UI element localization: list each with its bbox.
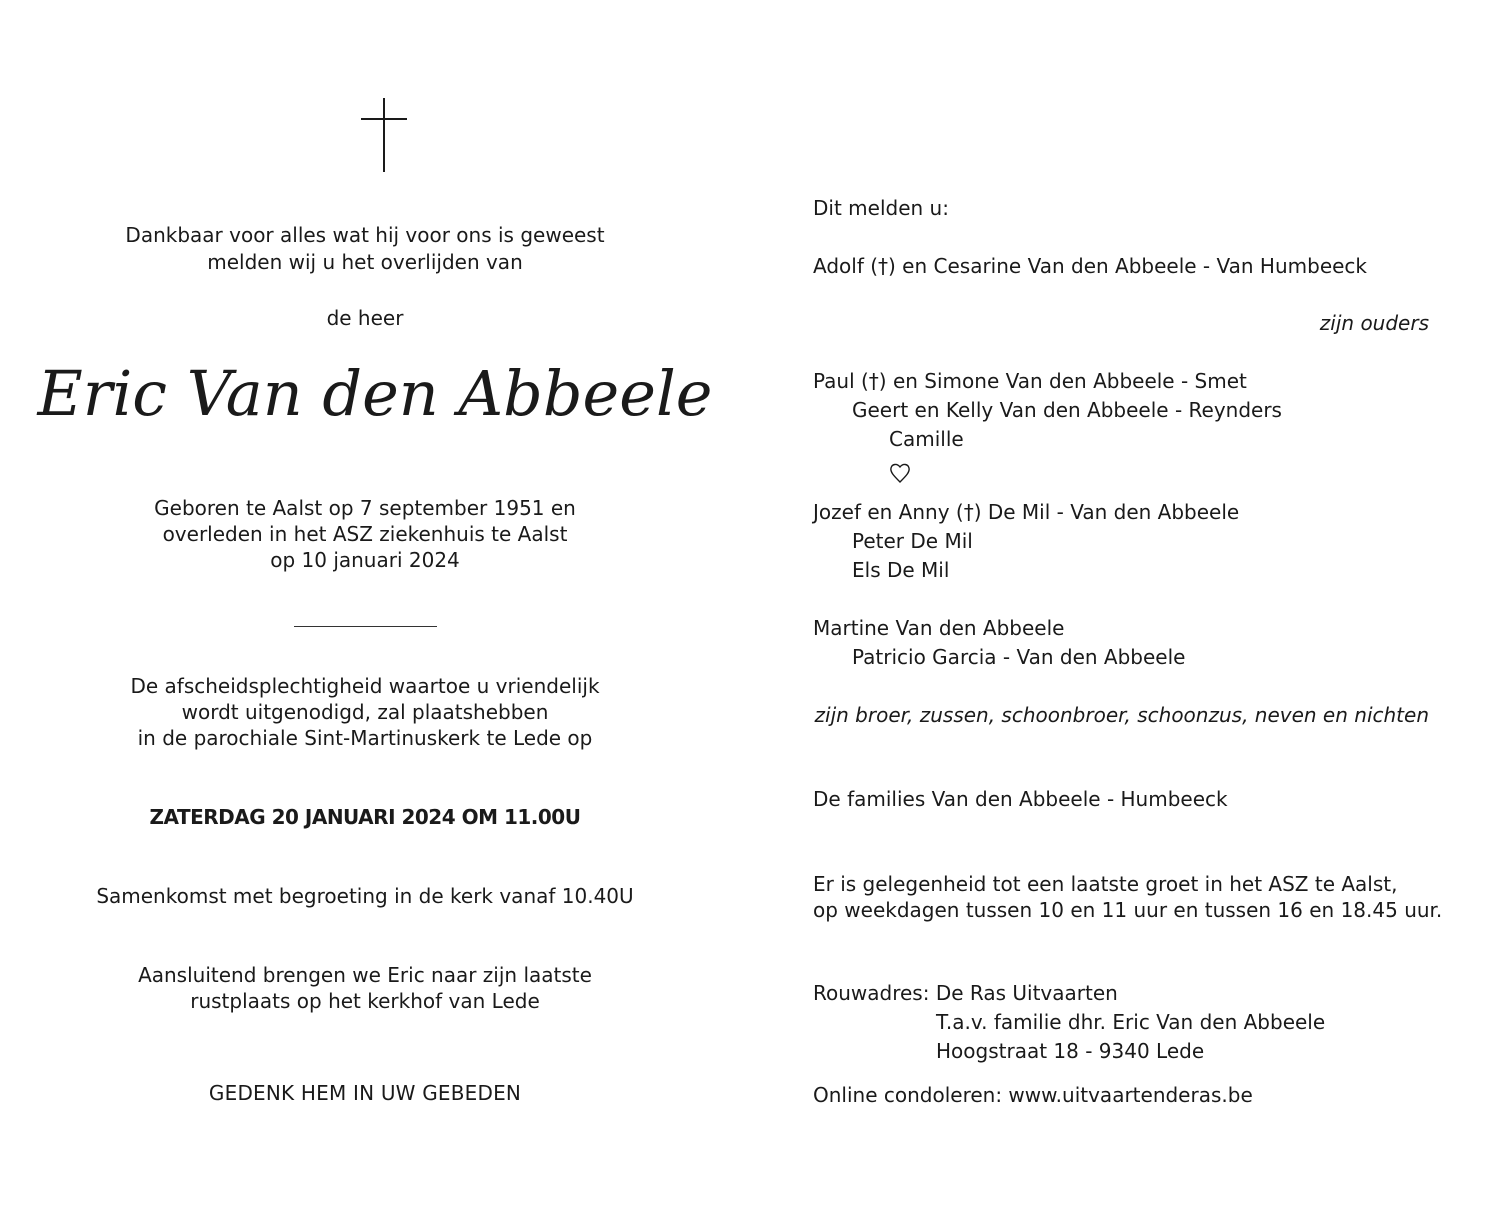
family1-child: Geert en Kelly Van den Abbeele - Reynders [852,398,1282,422]
family1-head: Paul (†) en Simone Van den Abbeele - Smet [813,369,1247,393]
address-line-3: Hoogstraat 18 - 9340 Lede [936,1039,1205,1063]
families-line: De families Van den Abbeele - Humbeeck [813,787,1228,811]
announce-heading: Dit melden u: [813,196,949,220]
intro-line-2: melden wij u het overlijden van [207,250,523,274]
address-label: Rouwadres: De Ras Uitvaarten [813,981,1118,1005]
cross-icon [358,98,410,174]
deceased-name-signature [37,340,713,450]
visit-line-2: op weekdagen tussen 10 en 11 uur en tussen 16 en 18.45 uur. [813,898,1443,922]
siblings-label: zijn broer, zussen, schoonbroer, schoonzus, neven en nichten [814,703,1429,727]
closing-text: GEDENK HEM IN UW GEBEDEN [208,1081,522,1105]
honorific: de heer [326,306,404,330]
birth-line-1: Geboren te Aalst op 7 september 1951 en [154,496,576,520]
birth-line-3: op 10 januari 2024 [270,548,460,572]
svg-text:Eric Van den Abbeele: Eric Van den Abbeele [37,357,713,430]
family2-child-1: Peter De Mil [852,529,973,553]
online-condolence: Online condoleren: www.uitvaartenderas.be [813,1083,1253,1107]
family2-child-2: Els De Mil [852,558,950,582]
ceremony-line-1: De afscheidsplechtigheid waartoe u vriendelijk [130,674,600,698]
family3-head: Martine Van den Abbeele [813,616,1065,640]
intro-line-1: Dankbaar voor alles wat hij voor ons is geweest [125,223,605,247]
gathering-note: Samenkomst met begroeting in de kerk vanaf 10.40U [96,884,634,908]
heart-icon [889,461,911,485]
visit-line-1: Er is gelegenheid tot een laatste groet in het ASZ te Aalst, [813,872,1398,896]
address-line-2: T.a.v. familie dhr. Eric Van den Abbeele [936,1010,1326,1034]
parents-names: Adolf (†) en Cesarine Van den Abbeele - Van Humbeeck [813,254,1368,278]
family2-head: Jozef en Anny (†) De Mil - Van den Abbeele [813,500,1240,524]
parents-label: zijn ouders [1319,311,1429,335]
birth-line-2: overleden in het ASZ ziekenhuis te Aalst [162,522,568,546]
ceremony-date: ZATERDAG 20 JANUARI 2024 OM 11.00U [149,805,581,829]
family1-grandchild: Camille [889,427,964,451]
family3-child: Patricio Garcia - Van den Abbeele [852,645,1186,669]
divider [294,626,437,627]
ceremony-line-3: in de parochiale Sint-Martinuskerk te Lede op [137,726,593,750]
burial-line-2: rustplaats op het kerkhof van Lede [190,989,540,1013]
burial-line-1: Aansluitend brengen we Eric naar zijn laatste [138,963,592,987]
ceremony-line-2: wordt uitgenodigd, zal plaatshebben [181,700,549,724]
